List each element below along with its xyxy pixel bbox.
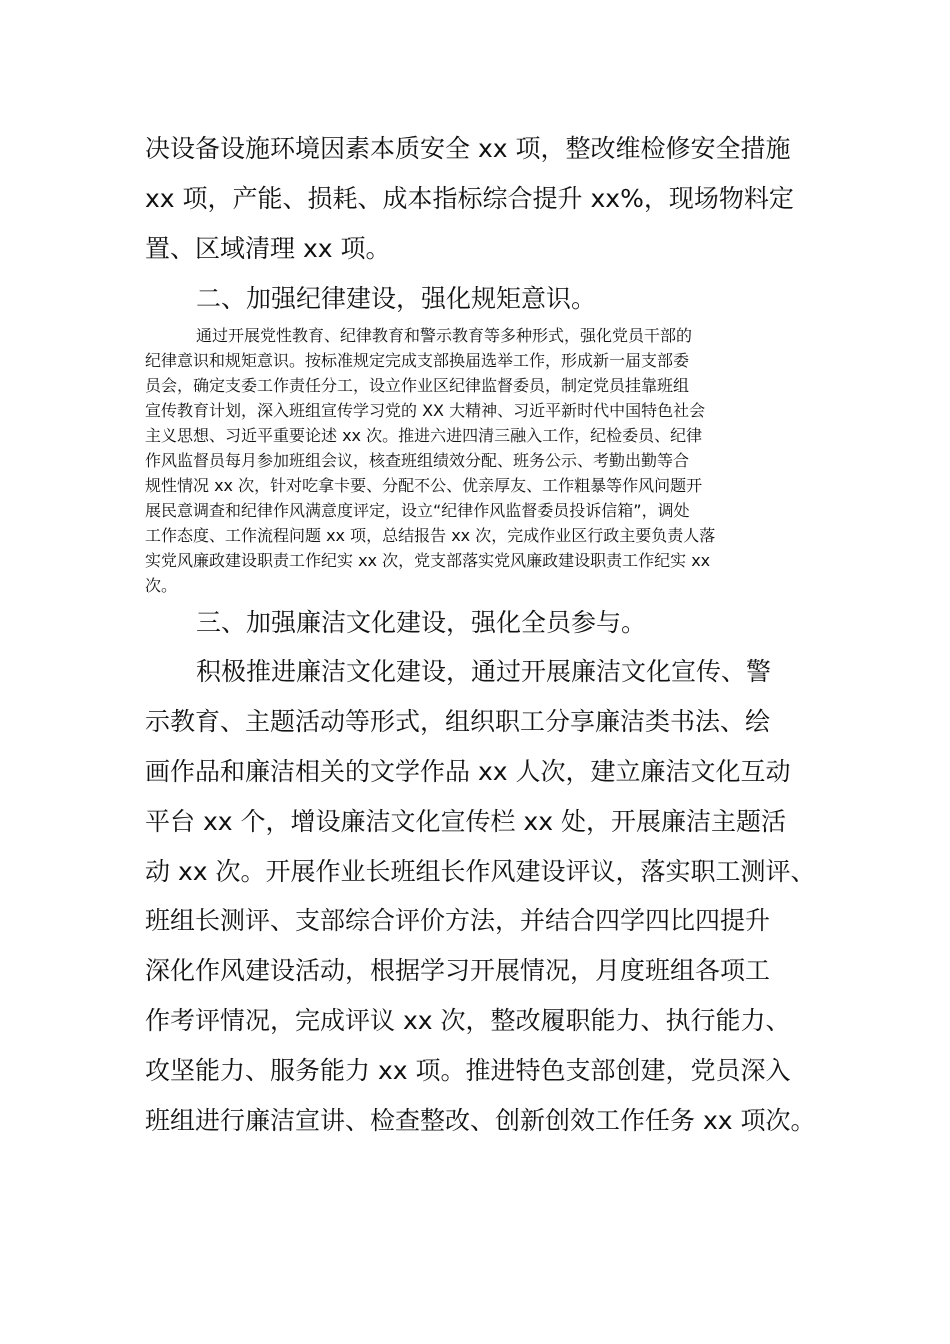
section2-line-11: 次。 <box>145 576 178 595</box>
section2-heading: 二、加强纪律建设，强化规矩意识。 <box>196 284 597 313</box>
intro-line-2: xx 项，产能、损耗、成本指标综合提升 xx%，现场物料定 <box>145 184 794 213</box>
section3-line-6: 班组长测评、支部综合评价方法，并结合四学四比四提升 <box>145 906 771 935</box>
intro-line-1: 决设备设施环境因素本质安全 xx 项，整改维检修安全措施 <box>145 134 791 163</box>
section2-line-1: 通过开展党性教育、纪律教育和警示教育等多种形式，强化党员干部的 <box>196 326 693 345</box>
section3-line-2: 示教育、主题活动等形式，组织职工分享廉洁类书法、绘 <box>145 707 771 736</box>
section2-line-6: 作风监督员每月参加班组会议，核查班组绩效分配、班务公示、考勤出勤等合 <box>145 451 690 470</box>
section2-line-9: 工作态度、工作流程问题 xx 项，总结报告 xx 次，完成作业区行政主要负责人落 <box>145 526 716 545</box>
section2-line-5: 主义思想、习近平重要论述 xx 次。推进六进四清三融入工作，纪检委员、纪律 <box>145 426 703 445</box>
section2-line-7: 规性情况 xx 次，针对吃拿卡要、分配不公、优亲厚友、工作粗暴等作风问题开 <box>145 476 703 495</box>
section3-line-4: 平台 xx 个，增设廉洁文化宣传栏 xx 处，开展廉洁主题活 <box>145 807 786 836</box>
section3-line-8: 作考评情况，完成评议 xx 次，整改履职能力、执行能力、 <box>145 1006 791 1035</box>
section2-line-4: 宣传教育计划，深入班组宣传学习党的 XX 大精神、习近平新时代中国特色社会 <box>145 401 706 420</box>
section3-line-3: 画作品和廉洁相关的文学作品 xx 人次，建立廉洁文化互动 <box>145 757 791 786</box>
section3-line-7: 深化作风建设活动，根据学习开展情况，月度班组各项工 <box>145 956 771 985</box>
section2-line-3: 员会，确定支委工作责任分工，设立作业区纪律监督委员，制定党员挂靠班组 <box>145 376 690 395</box>
section2-line-10: 实党风廉政建设职责工作纪实 xx 次，党支部落实党风廉政建设职责工作纪实 xx <box>145 551 711 570</box>
section3-heading: 三、加强廉洁文化建设，强化全员参与。 <box>196 608 647 637</box>
section3-line-10: 班组进行廉洁宣讲、检查整改、创新创效工作任务 xx 项次。 <box>145 1106 816 1135</box>
section3-line-9: 攻坚能力、服务能力 xx 项。推进特色支部创建，党员深入 <box>145 1056 791 1085</box>
section2-line-2: 纪律意识和规矩意识。按标准规定完成支部换届选举工作，形成新一届支部委 <box>145 351 690 370</box>
section3-line-5: 动 xx 次。开展作业长班组长作风建设评议，落实职工测评、 <box>145 857 816 886</box>
section3-line-1: 积极推进廉洁文化建设，通过开展廉洁文化宣传、警 <box>196 657 772 686</box>
section2-line-8: 展民意调查和纪律作风满意度评定，设立“纪律作风监督委员投诉信箱”，调处 <box>145 501 690 520</box>
intro-line-3: 置、区域清理 xx 项。 <box>145 234 391 263</box>
